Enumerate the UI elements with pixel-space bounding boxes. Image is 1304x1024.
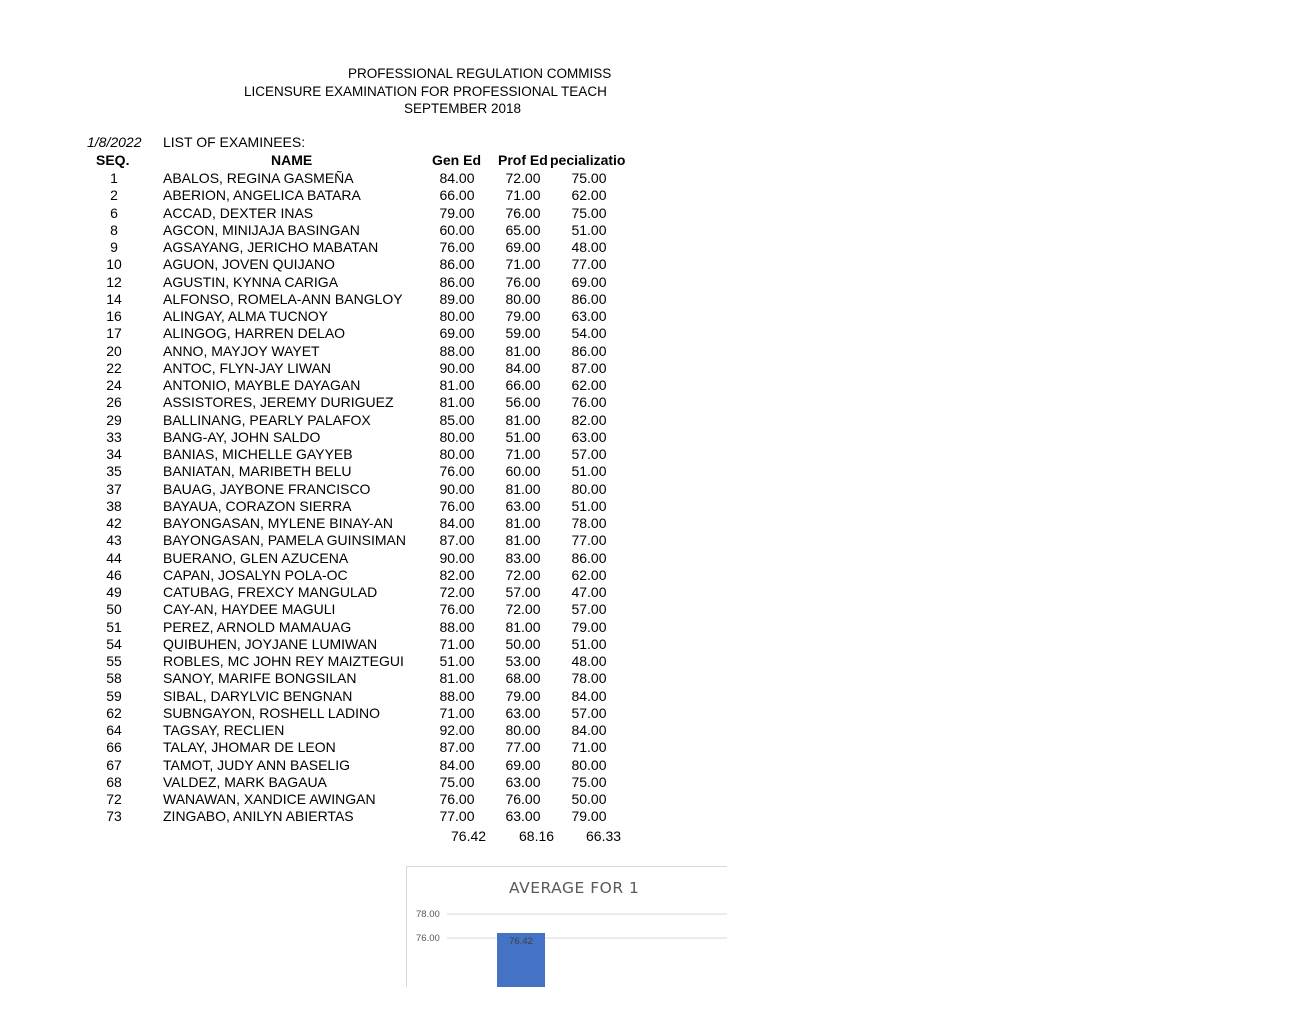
table-row (0, 550, 700, 567)
name-cell: ACCAD, DEXTER INAS (163, 204, 314, 221)
seq-cell: 49 (106, 584, 122, 600)
y-tick-label: 78.00 (416, 909, 440, 920)
name-cell: AGCON, MINIJAJA BASINGAN (163, 221, 360, 238)
seq-cell: 16 (106, 308, 122, 324)
seq-cell: 12 (106, 273, 122, 290)
gen-ed-cell: 85.00 (439, 411, 475, 428)
prof-ed-cell: 51.00 (505, 428, 541, 445)
prof-ed-cell: 81.00 (505, 342, 541, 359)
name-cell: ALINGOG, HARREN DELAO (163, 325, 346, 342)
seq-cell: 24 (106, 377, 122, 393)
prof-ed-cell: 66.00 (505, 377, 541, 393)
column-header-name: NAME (271, 152, 313, 168)
specialization-cell: 82.00 (571, 411, 607, 428)
specialization-cell: 78.00 (571, 515, 607, 531)
table-row (0, 446, 700, 463)
specialization-cell: 63.00 (571, 428, 607, 445)
specialization-cell: 62.00 (571, 377, 607, 393)
specialization-cell: 78.00 (571, 670, 607, 687)
specialization-cell: 69.00 (571, 273, 607, 290)
table-row (0, 739, 700, 756)
seq-cell: 43 (106, 532, 122, 549)
seq-cell: 51 (106, 618, 122, 635)
table-row (0, 343, 700, 360)
column-header-seq: SEQ. (96, 152, 130, 168)
seq-cell: 72 (106, 791, 122, 807)
prof-ed-cell: 68.00 (505, 670, 541, 687)
name-cell: AGUON, JOVEN QUIJANO (163, 256, 335, 273)
seq-cell: 73 (106, 808, 122, 825)
table-row (0, 791, 700, 808)
gen-ed-cell: 82.00 (439, 566, 475, 583)
specialization-cell: 84.00 (571, 722, 607, 738)
seq-cell: 42 (106, 515, 122, 531)
seq-cell: 8 (110, 221, 118, 238)
name-cell: ANTONIO, MAYBLE DAYAGAN (163, 377, 361, 393)
seq-cell: 2 (110, 187, 118, 204)
prof-ed-cell: 65.00 (505, 221, 541, 238)
name-cell: SUBNGAYON, ROSHELL LADINO (163, 704, 381, 721)
specialization-cell: 87.00 (571, 359, 607, 376)
prof-ed-cell: 53.00 (505, 653, 541, 669)
prof-ed-cell: 69.00 (505, 239, 541, 255)
prof-ed-cell: 56.00 (505, 394, 541, 411)
average-chart[interactable] (406, 866, 727, 987)
gen-ed-cell: 84.00 (439, 515, 475, 531)
prof-ed-cell: 71.00 (505, 256, 541, 273)
name-cell: ZINGABO, ANILYN ABIERTAS (163, 808, 354, 825)
prof-ed-cell: 79.00 (505, 687, 541, 704)
gen-ed-cell: 87.00 (439, 739, 475, 756)
specialization-cell: 76.00 (571, 394, 607, 411)
specialization-cell: 86.00 (571, 342, 607, 359)
prof-ed-cell: 63.00 (505, 808, 541, 825)
gen-ed-cell: 76.00 (439, 463, 475, 480)
table-row (0, 515, 700, 532)
specialization-cell: 63.00 (571, 308, 607, 324)
title-line-2: LICENSURE EXAMINATION FOR PROFESSIONAL TEACH (244, 84, 607, 99)
specialization-cell: 51.00 (571, 635, 607, 652)
table-row (0, 688, 700, 705)
prof-ed-cell: 69.00 (505, 756, 541, 773)
column-header-prof-ed: Prof Ed (498, 152, 548, 168)
table-row (0, 705, 700, 722)
seq-cell: 58 (106, 670, 122, 687)
seq-cell: 44 (106, 549, 122, 566)
sheet-viewport (0, 0, 640, 1024)
prof-ed-cell: 63.00 (505, 497, 541, 514)
seq-cell: 66 (106, 739, 122, 756)
gen-ed-cell: 88.00 (439, 342, 475, 359)
seq-cell: 35 (106, 463, 122, 480)
table-row (0, 429, 700, 446)
averages-row (0, 828, 700, 845)
seq-cell: 67 (106, 756, 122, 773)
name-cell: SANOY, MARIFE BONGSILAN (163, 670, 357, 687)
specialization-cell: 75.00 (571, 204, 607, 221)
prof-ed-cell: 76.00 (505, 204, 541, 221)
seq-cell: 17 (106, 325, 122, 342)
chart-plot (407, 867, 727, 987)
prof-ed-cell: 71.00 (505, 446, 541, 462)
gen-ed-cell: 80.00 (439, 308, 475, 324)
prof-ed-cell: 84.00 (505, 359, 541, 376)
average-specialization: 66.33 (586, 828, 622, 844)
gen-ed-cell: 77.00 (439, 808, 475, 825)
seq-cell: 6 (110, 204, 118, 221)
specialization-cell: 57.00 (571, 446, 607, 462)
seq-cell: 33 (106, 428, 122, 445)
prof-ed-cell: 81.00 (505, 532, 541, 549)
specialization-cell: 54.00 (571, 325, 607, 342)
name-cell: VALDEZ, MARK BAGAUA (163, 773, 327, 790)
prof-ed-cell: 80.00 (505, 722, 541, 738)
prof-ed-cell: 80.00 (505, 290, 541, 307)
name-cell: BANIAS, MICHELLE GAYYEB (163, 446, 353, 462)
specialization-cell: 50.00 (571, 791, 607, 807)
name-cell: BAYONGASAN, PAMELA GUINSIMAN (163, 532, 406, 549)
gen-ed-cell: 90.00 (439, 359, 475, 376)
gen-ed-cell: 69.00 (439, 325, 475, 342)
table-row (0, 360, 700, 377)
seq-cell: 37 (106, 480, 122, 497)
name-cell: BANIATAN, MARIBETH BELU (163, 463, 352, 480)
gen-ed-cell: 81.00 (439, 394, 475, 411)
specialization-cell: 86.00 (571, 290, 607, 307)
seq-cell: 38 (106, 497, 122, 514)
name-cell: ASSISTORES, JEREMY DURIGUEZ (163, 394, 394, 411)
specialization-cell: 79.00 (571, 808, 607, 825)
table-row (0, 205, 700, 222)
name-cell: SIBAL, DARYLVIC BENGNAN (163, 687, 353, 704)
table-row (0, 274, 700, 291)
name-cell: ANTOC, FLYN-JAY LIWAN (163, 359, 332, 376)
table-row (0, 463, 700, 480)
gen-ed-cell: 75.00 (439, 773, 475, 790)
name-cell: CAPAN, JOSALYN POLA-OC (163, 566, 348, 583)
prof-ed-cell: 63.00 (505, 773, 541, 790)
table-row (0, 222, 700, 239)
seq-cell: 46 (106, 566, 122, 583)
gen-ed-cell: 76.00 (439, 791, 475, 807)
seq-cell: 9 (110, 239, 118, 255)
name-cell: ALINGAY, ALMA TUCNOY (163, 308, 328, 324)
name-cell: AGUSTIN, KYNNA CARIGA (163, 273, 339, 290)
prof-ed-cell: 77.00 (505, 739, 541, 756)
name-cell: CATUBAG, FREXCY MANGULAD (163, 584, 378, 600)
gen-ed-cell: 51.00 (439, 653, 475, 669)
title-line-1: PROFESSIONAL REGULATION COMMISS (348, 66, 612, 81)
seq-cell: 26 (106, 394, 122, 411)
prof-ed-cell: 72.00 (505, 566, 541, 583)
name-cell: BUERANO, GLEN AZUCENA (163, 549, 349, 566)
specialization-cell: 48.00 (571, 239, 607, 255)
prof-ed-cell: 60.00 (505, 463, 541, 480)
specialization-cell: 84.00 (571, 687, 607, 704)
table-row (0, 291, 700, 308)
gen-ed-cell: 80.00 (439, 446, 475, 462)
name-cell: ANNO, MAYJOY WAYET (163, 342, 320, 359)
specialization-cell: 79.00 (571, 618, 607, 635)
specialization-cell: 48.00 (571, 653, 607, 669)
prof-ed-cell: 81.00 (505, 480, 541, 497)
seq-cell: 34 (106, 446, 122, 462)
name-cell: ALFONSO, ROMELA-ANN BANGLOY (163, 290, 403, 307)
table-row (0, 619, 700, 636)
name-cell: TAMOT, JUDY ANN BASELIG (163, 756, 350, 773)
table-row (0, 170, 700, 187)
name-cell: CAY-AN, HAYDEE MAGULI (163, 601, 336, 618)
name-cell: ROBLES, MC JOHN REY MAIZTEGUI (163, 653, 404, 669)
name-cell: BAYAUA, CORAZON SIERRA (163, 497, 352, 514)
column-header-specialization: pecializatio (550, 152, 626, 168)
examinee-table (0, 170, 700, 826)
gen-ed-cell: 84.00 (439, 756, 475, 773)
specialization-cell: 77.00 (571, 256, 607, 273)
specialization-cell: 75.00 (571, 773, 607, 790)
table-row (0, 808, 700, 825)
specialization-cell: 47.00 (571, 584, 607, 600)
name-cell: TALAY, JHOMAR DE LEON (163, 739, 336, 756)
specialization-cell: 80.00 (571, 756, 607, 773)
seq-cell: 62 (106, 704, 122, 721)
name-cell: TAGSAY, RECLIEN (163, 722, 285, 738)
specialization-cell: 80.00 (571, 480, 607, 497)
average-prof-ed: 68.16 (519, 828, 555, 844)
name-cell: QUIBUHEN, JOYJANE LUMIWAN (163, 635, 378, 652)
prof-ed-cell: 63.00 (505, 704, 541, 721)
prof-ed-cell: 72.00 (505, 170, 541, 186)
seq-cell: 50 (106, 601, 122, 618)
seq-cell: 68 (106, 773, 122, 790)
table-row (0, 308, 700, 325)
gen-ed-cell: 90.00 (439, 549, 475, 566)
specialization-cell: 51.00 (571, 221, 607, 238)
prof-ed-cell: 57.00 (505, 584, 541, 600)
seq-cell: 14 (106, 290, 122, 307)
table-row (0, 412, 700, 429)
gen-ed-cell: 81.00 (439, 377, 475, 393)
name-cell: WANAWAN, XANDICE AWINGAN (163, 791, 376, 807)
seq-cell: 64 (106, 722, 122, 738)
y-tick-label: 76.00 (416, 933, 440, 944)
gen-ed-cell: 71.00 (439, 635, 475, 652)
title-line-3: SEPTEMBER 2018 (404, 101, 522, 116)
name-cell: BAUAG, JAYBONE FRANCISCO (163, 480, 371, 497)
table-row (0, 481, 700, 498)
name-cell: AGSAYANG, JERICHO MABATAN (163, 239, 379, 255)
gen-ed-cell: 60.00 (439, 221, 475, 238)
prof-ed-cell: 76.00 (505, 791, 541, 807)
name-cell: BAYONGASAN, MYLENE BINAY-AN (163, 515, 394, 531)
seq-cell: 20 (106, 342, 122, 359)
gen-ed-cell: 86.00 (439, 273, 475, 290)
gen-ed-cell: 79.00 (439, 204, 475, 221)
gen-ed-cell: 76.00 (439, 497, 475, 514)
table-row (0, 670, 700, 687)
table-row (0, 601, 700, 618)
gen-ed-cell: 90.00 (439, 480, 475, 497)
specialization-cell: 75.00 (571, 170, 607, 186)
gen-ed-cell: 66.00 (439, 187, 475, 204)
gen-ed-cell: 72.00 (439, 584, 475, 600)
report-date: 1/8/2022 (87, 134, 142, 150)
prof-ed-cell: 50.00 (505, 635, 541, 652)
prof-ed-cell: 83.00 (505, 549, 541, 566)
gen-ed-cell: 71.00 (439, 704, 475, 721)
table-row (0, 187, 700, 204)
name-cell: BALLINANG, PEARLY PALAFOX (163, 411, 371, 428)
gen-ed-cell: 88.00 (439, 687, 475, 704)
list-label: LIST OF EXAMINEES: (163, 134, 306, 150)
table-row (0, 653, 700, 670)
column-header-gen-ed: Gen Ed (432, 152, 482, 168)
table-row (0, 636, 700, 653)
seq-cell: 54 (106, 635, 122, 652)
specialization-cell: 86.00 (571, 549, 607, 566)
seq-cell: 22 (106, 359, 122, 376)
seq-cell: 29 (106, 411, 122, 428)
gen-ed-cell: 84.00 (439, 170, 475, 186)
table-row (0, 256, 700, 273)
prof-ed-cell: 76.00 (505, 273, 541, 290)
gen-ed-cell: 87.00 (439, 532, 475, 549)
gen-ed-cell: 92.00 (439, 722, 475, 738)
name-cell: ABALOS, REGINA GASMEÑA (163, 170, 354, 186)
seq-cell: 10 (106, 256, 122, 273)
gen-ed-cell: 89.00 (439, 290, 475, 307)
specialization-cell: 77.00 (571, 532, 607, 549)
average-gen-ed: 76.42 (451, 828, 487, 844)
prof-ed-cell: 59.00 (505, 325, 541, 342)
table-row (0, 567, 700, 584)
seq-cell: 55 (106, 653, 122, 669)
prof-ed-cell: 79.00 (505, 308, 541, 324)
name-cell: PEREZ, ARNOLD MAMAUAG (163, 618, 352, 635)
table-row (0, 532, 700, 549)
specialization-cell: 51.00 (571, 497, 607, 514)
specialization-cell: 51.00 (571, 463, 607, 480)
specialization-cell: 71.00 (571, 739, 607, 756)
table-row (0, 239, 700, 256)
name-cell: BANG-AY, JOHN SALDO (163, 428, 321, 445)
prof-ed-cell: 71.00 (505, 187, 541, 204)
table-row (0, 394, 700, 411)
table-row (0, 498, 700, 515)
gen-ed-cell: 86.00 (439, 256, 475, 273)
table-row (0, 722, 700, 739)
prof-ed-cell: 72.00 (505, 601, 541, 618)
prof-ed-cell: 81.00 (505, 618, 541, 635)
gen-ed-cell: 81.00 (439, 670, 475, 687)
prof-ed-cell: 81.00 (505, 411, 541, 428)
seq-cell: 59 (106, 687, 122, 704)
table-row (0, 584, 700, 601)
specialization-cell: 62.00 (571, 566, 607, 583)
gen-ed-cell: 76.00 (439, 239, 475, 255)
seq-cell: 1 (110, 170, 118, 186)
specialization-cell: 57.00 (571, 601, 607, 618)
gen-ed-cell: 76.00 (439, 601, 475, 618)
specialization-cell: 62.00 (571, 187, 607, 204)
table-row (0, 774, 700, 791)
name-cell: ABERION, ANGELICA BATARA (163, 187, 361, 204)
table-row (0, 757, 700, 774)
table-row (0, 325, 700, 342)
bar-data-label: 76.42 (509, 935, 533, 947)
specialization-cell: 57.00 (571, 704, 607, 721)
table-row (0, 377, 700, 394)
gen-ed-cell: 80.00 (439, 428, 475, 445)
chart-title: AVERAGE FOR 1 (509, 879, 640, 897)
prof-ed-cell: 81.00 (505, 515, 541, 531)
gen-ed-cell: 88.00 (439, 618, 475, 635)
